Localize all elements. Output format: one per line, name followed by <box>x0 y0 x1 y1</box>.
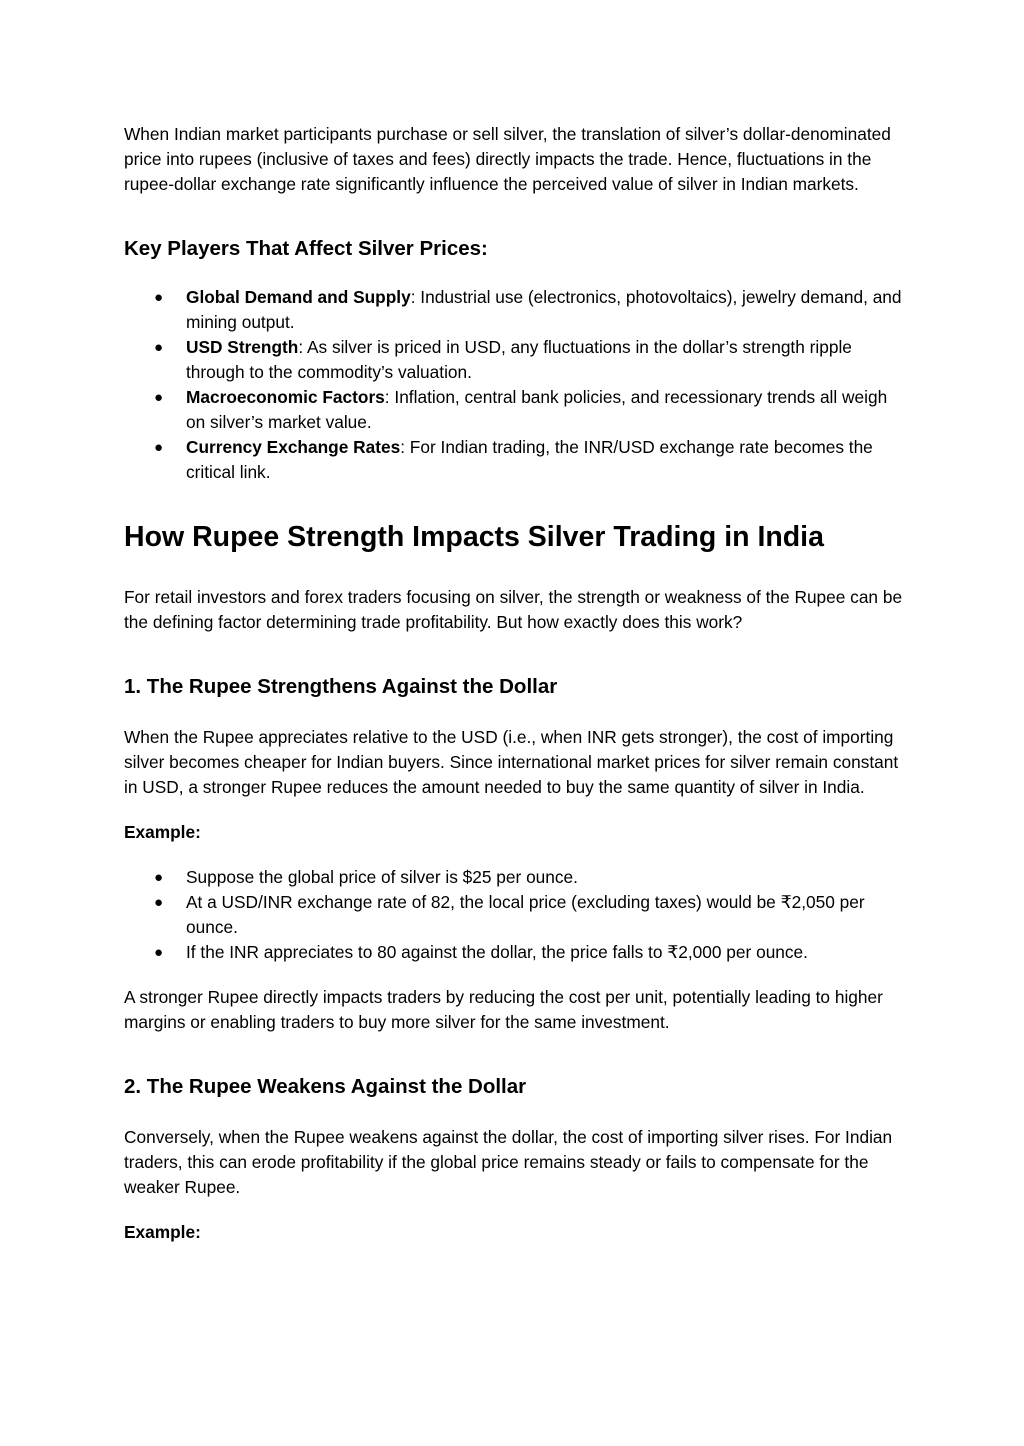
list-item-text: Suppose the global price of silver is $25 per ounce. <box>186 867 578 887</box>
list-item <box>124 435 904 485</box>
main-section-heading: How Rupee Strength Impacts Silver Trading in India <box>124 521 824 553</box>
bullet-icon: ● <box>154 339 164 356</box>
list-item-text: : Inflation, central bank policies, and recessionary trends all weigh on silver’s market value. <box>186 387 888 432</box>
main-section-paragraph: For retail investors and forex traders focusing on silver, the strength or weakness of the Rupee can be the defining factor determining trade profitability. But how exactly does this work? <box>124 587 903 632</box>
list-item-label: Currency Exchange Rates <box>186 437 401 457</box>
bullet-icon: ● <box>154 289 164 306</box>
key-players-heading: Key Players That Affect Silver Prices: <box>124 237 488 260</box>
list-item <box>124 940 904 965</box>
list-item-label: Global Demand and Supply <box>186 287 411 307</box>
list-item <box>124 890 904 940</box>
weakens-paragraph: Conversely, when the Rupee weakens against the dollar, the cost of importing silver rises. For Indian traders, this can erode profitability if the global price remains steady or fails to compensate for the weaker Rupee. <box>124 1127 893 1197</box>
intro-paragraph: When Indian market participants purchase or sell silver, the translation of silver’s dollar-denominated price into rupees (inclusive of taxes and fees) directly impacts the trade. Hence, fluctuations in the rupee-dollar exchange rate significantly influence the perceived value of silver in Indian markets. <box>124 124 891 194</box>
strengthens-heading: 1. The Rupee Strengthens Against the Dollar <box>124 675 558 698</box>
document-page <box>124 122 904 1245</box>
list-item <box>124 385 904 435</box>
bullet-icon: ● <box>154 389 164 406</box>
strengthens-paragraph: When the Rupee appreciates relative to the USD (i.e., when INR gets stronger), the cost of importing silver becomes cheaper for Indian buyers. Since international market prices for silver remain constant in USD, a stronger Rupee reduces the amount needed to buy the same quantity of silver in India. <box>124 727 899 797</box>
list-item <box>124 335 904 385</box>
bullet-icon: ● <box>154 869 164 886</box>
list-item-label: USD Strength <box>186 337 299 357</box>
weakens-heading: 2. The Rupee Weakens Against the Dollar <box>124 1075 527 1098</box>
bullet-icon: ● <box>154 439 164 456</box>
list-item-text: : For Indian trading, the INR/USD exchange rate becomes the critical link. <box>186 437 873 482</box>
strengthens-conclusion: A stronger Rupee directly impacts traders by reducing the cost per unit, potentially leading to higher margins or enabling traders to buy more silver for the same investment. <box>124 987 883 1032</box>
list-item-text: : Industrial use (electronics, photovoltaics), jewelry demand, and mining output. <box>186 287 902 332</box>
list-item-text: : As silver is priced in USD, any fluctuations in the dollar’s strength ripple through to the commodity’s valuation. <box>186 337 852 382</box>
strengthens-example-list <box>124 865 904 965</box>
bullet-icon: ● <box>154 944 164 961</box>
list-item-label: Macroeconomic Factors <box>186 387 385 407</box>
weakens-example-label: Example: <box>124 1222 201 1242</box>
list-item-text: At a USD/INR exchange rate of 82, the local price (excluding taxes) would be ₹2,050 per ounce. <box>186 892 865 937</box>
bullet-icon: ● <box>154 894 164 911</box>
list-item <box>124 865 904 890</box>
strengthens-example-label: Example: <box>124 822 201 842</box>
key-players-list <box>124 285 904 485</box>
list-item <box>124 285 904 335</box>
list-item-text: If the INR appreciates to 80 against the dollar, the price falls to ₹2,000 per ounce. <box>186 942 808 962</box>
